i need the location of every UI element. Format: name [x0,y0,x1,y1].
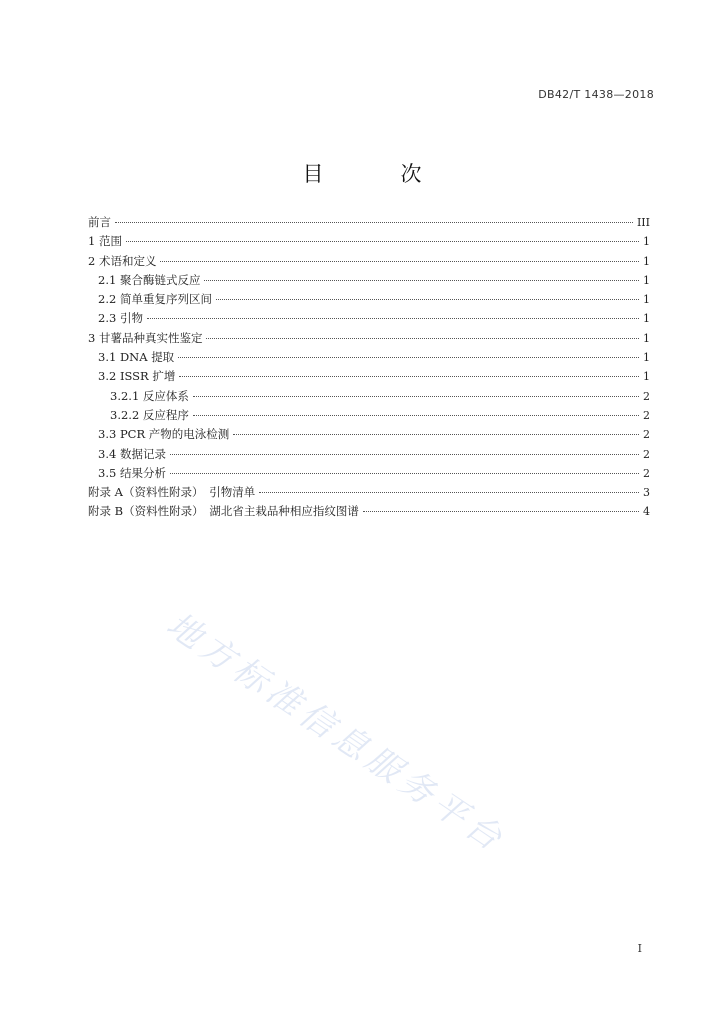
toc-entry-label: 3.3 PCR 产物的电泳检测 [98,427,230,442]
toc-dot-leader [178,357,639,358]
toc-dot-leader [233,434,639,435]
toc-entry-page: 1 [643,293,650,307]
watermark: 地方标准信息服务平台 [159,604,514,862]
toc-dot-leader [204,280,639,281]
toc-entry-label: 3.4 数据记录 [98,446,166,461]
page-title: 目 次 [302,162,450,186]
toc-entry-page: 1 [643,254,650,268]
toc-dot-leader [170,473,639,474]
toc-entry-label: 2.2 简单重复序列区间 [98,292,212,307]
toc-entry-label: 2 术语和定义 [88,253,157,268]
toc-entry-label: 3.5 结果分析 [98,465,166,480]
toc-entry[interactable] [88,253,650,272]
toc-entry-page: 2 [643,408,650,422]
standard-code: DB42/T 1438—2018 [538,88,654,101]
toc-entry-label: 3.1 DNA 提取 [98,350,175,365]
toc-entry[interactable] [88,446,650,465]
toc-entry-label: 3 甘薯品种真实性鉴定 [88,330,203,345]
toc-entry-page: 1 [643,370,650,384]
toc-entry-label: 1 范围 [88,234,122,249]
toc-entry[interactable] [88,233,650,252]
page-number: I [637,942,642,955]
toc-dot-leader [193,396,639,397]
toc-entry-page: III [636,216,650,229]
toc-entry[interactable] [88,503,650,522]
toc-entry[interactable] [88,484,650,503]
toc-entry-label: 前言 [88,215,111,229]
toc-entry-page: 3 [643,486,650,500]
toc-entry-page: 1 [643,351,650,365]
toc-entry-label: 2.3 引物 [98,311,143,326]
toc-entry[interactable] [88,349,650,368]
toc-entry-page: 1 [643,273,650,287]
toc-entry-label: 3.2.2 反应程序 [110,407,189,422]
toc-dot-leader [170,454,639,455]
toc-dot-leader [147,318,639,319]
toc-entry-label: 附录 B（资料性附录） 湖北省主栽品种相应指纹图谱 [88,504,359,519]
toc-dot-leader [193,415,639,416]
toc-entry-label: 3.2.1 反应体系 [110,388,189,403]
toc-entry-page: 2 [643,466,650,480]
toc-entry[interactable] [88,214,650,233]
toc-dot-leader [179,376,639,377]
toc-entry-page: 2 [643,428,650,442]
toc-dot-leader [363,511,639,512]
toc-entry[interactable] [88,272,650,291]
toc-entry-page: 1 [643,331,650,345]
toc-entry[interactable] [88,426,650,445]
toc-entry-label: 2.1 聚合酶链式反应 [98,272,201,287]
toc-entry[interactable] [88,291,650,310]
toc-dot-leader [216,299,639,300]
table-of-contents [88,214,650,523]
toc-dot-leader [115,222,633,223]
toc-entry[interactable] [88,310,650,329]
toc-entry[interactable] [88,388,650,407]
toc-entry[interactable] [88,368,650,387]
toc-dot-leader [126,241,639,242]
toc-entry-page: 2 [643,389,650,403]
toc-entry[interactable] [88,330,650,349]
toc-entry-label: 附录 A（资料性附录） 引物清单 [88,485,256,500]
toc-entry-page: 4 [643,505,650,519]
toc-entry[interactable] [88,407,650,426]
toc-entry-page: 1 [643,312,650,326]
toc-dot-leader [206,338,639,339]
toc-entry-label: 3.2 ISSR 扩增 [98,369,176,384]
toc-dot-leader [259,492,639,493]
toc-entry[interactable] [88,465,650,484]
toc-entry-page: 1 [643,235,650,249]
toc-entry-page: 2 [643,447,650,461]
toc-dot-leader [160,261,639,262]
